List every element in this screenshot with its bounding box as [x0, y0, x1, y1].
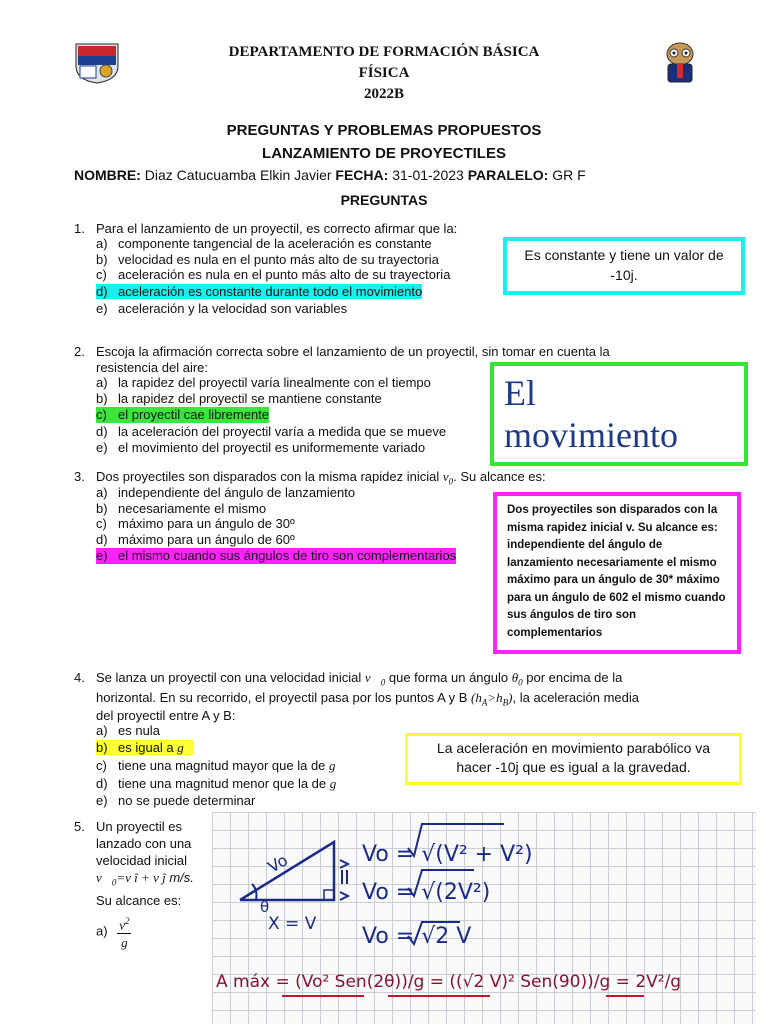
hw-x-equals-v: X = V [268, 914, 317, 934]
question-text-line1: Escoja la afirmación correcta sobre el lanzamiento de un proyectil, sin tomar en cuenta la [96, 344, 610, 359]
subject-title: FÍSICA [358, 65, 410, 81]
option-b: b) velocidad es nula en el punto más alto de su trayectoria [96, 251, 439, 267]
question-2 [74, 344, 694, 360]
question-number: 2. [74, 344, 85, 359]
name-value: Diaz Catucuamba Elkin Javier [144, 167, 332, 183]
answer-box-2 [490, 362, 748, 466]
question-1-options [96, 236, 450, 316]
option-a: a) componente tangencial de la aceleración es constante [96, 236, 432, 251]
document-subtitle: LANZAMIENTO DE PROYECTILES [262, 145, 506, 162]
answer-line-1: El [504, 373, 536, 413]
v0-symbol: $v_0$ [442, 469, 454, 487]
question-text: Dos proyectiles son disparados con la misma rapidez inicial [96, 469, 440, 484]
option-e: e) el movimiento del proyectil es uniformemente variado [96, 439, 426, 455]
velocity-expression: $v⃗_0=v$ î + v ĵ m/s. [96, 870, 194, 888]
date-label: FECHA: [335, 167, 389, 183]
option-a: a) independiente del ángulo de lanzamiento [96, 485, 356, 500]
answer-text: Es constante y tiene un valor de -10j. [524, 247, 724, 283]
question-4: 4. Se lanza un proyectil con una velocidad inicial $v⃗_0$ que forma un ángulo $\theta_0$ por encima de la [74, 670, 623, 688]
hw-vo-label: Vo [264, 850, 291, 877]
option-a: a) la rapidez del proyectil varía linealmente con el tiempo [96, 375, 431, 390]
handwritten-solution-image [212, 812, 756, 1024]
option-d: d) tiene una magnitud menor que la de g⃗ [96, 775, 347, 791]
option-b: b) la rapidez del proyectil se mantiene constante [96, 390, 382, 406]
hw-equation-1: Vo = √(V² + V²) [362, 842, 533, 867]
theta0-symbol: $\theta_0$ [511, 670, 523, 688]
question-1 [74, 221, 457, 237]
question-2-line2: resistencia del aire: [96, 360, 208, 375]
option-c: c) aceleración es nula en el punto más alto de su trayectoria [96, 267, 451, 282]
group-value: GR F [552, 167, 586, 183]
option-a-label: a) [96, 923, 108, 939]
option-d: d) máximo para un ángulo de 60º [96, 531, 295, 547]
option-e: e) no se puede determinar [96, 792, 256, 808]
question-4-line2: horizontal. En su recorrido, el proyectil pasa por los puntos A y B $(h_A>h_B)$, la aceleración media [96, 690, 639, 708]
option-c: c) máximo para un ángulo de 30º [96, 516, 295, 531]
option-c-selected: c) el proyectil cae libremente [96, 407, 270, 422]
option-b: b) necesariamente el mismo [96, 500, 267, 516]
department-title: DEPARTAMENTO DE FORMACIÓN BÁSICA [228, 44, 540, 60]
document-title: PREGUNTAS Y PROBLEMAS PROPUESTOS [226, 122, 542, 139]
hw-max-range: A máx = (Vo² Sen(2θ))/g = ((√2 V)² Sen(90))/g = 2V²/g [216, 972, 682, 992]
option-d-selected: d) aceleración es constante durante todo el movimiento [96, 283, 423, 299]
date-value: 31-01-2023 [392, 167, 464, 183]
question-4-line3: del proyectil entre A y B: [96, 708, 236, 723]
v0-vector-symbol: $v⃗_0$ [364, 670, 386, 688]
hw-equation-3: Vo = √2 V [362, 924, 472, 949]
answer-text: Dos proyectiles son disparados con la misma rapidez inicial v. Su alcance es: independiente del ángulo de lanzamiento necesariamente el mismo máximo para un ángulo de 30* máximo para un ángulo de 602 el mismo cuando sus ángulos de tiro son complementarios [507, 504, 726, 639]
option-b-selected: b) es igual a g⃗ [96, 739, 194, 755]
question-number: 4. [74, 670, 85, 685]
option-c: c) tiene una magnitud mayor que la de g⃗ [96, 757, 346, 773]
question-text-end: . Su alcance es: [453, 469, 546, 484]
hw-theta: θ [260, 898, 270, 916]
question-number: 5. [74, 819, 85, 834]
name-label: NOMBRE: [74, 167, 141, 183]
question-2-options [96, 375, 446, 455]
option-d: d) la aceleración del proyectil varía a medida que se mueve [96, 424, 447, 439]
question-text: Para el lanzamiento de un proyectil, es correcto afirmar que la: [96, 221, 458, 236]
fraction-v2-over-g: $\frac{v^2}{g}$ [117, 913, 131, 951]
semester-title: 2022B [363, 86, 404, 102]
option-e-selected: e) el mismo cuando sus ángulos de tiro son complementarios [96, 548, 457, 563]
option-a: a) es nula [96, 723, 160, 738]
height-condition: $(h_A>h_B)$ [471, 690, 513, 708]
question-3-options [96, 485, 456, 565]
answer-box-4 [405, 733, 742, 785]
group-label: PARALELO: [467, 167, 549, 183]
student-info [74, 167, 586, 183]
answer-line-2: movimiento [504, 415, 678, 455]
hw-equation-2: Vo = √(2V²) [362, 880, 491, 905]
section-title: PREGUNTAS [340, 192, 428, 208]
option-e: e) aceleración y la velocidad son variables [96, 300, 348, 316]
question-4-options [96, 723, 346, 808]
question-5: 5. Un proyectil es lanzado con una velocidad inicial $v⃗_0=v$ î + v ĵ m/s. Su alcance es: a) $\frac{v^2}{g}$ [74, 819, 194, 950]
answer-box-3 [493, 492, 741, 654]
answer-text: La aceleración en movimiento parabólico va hacer -10j que es igual a la gravedad. [436, 740, 711, 775]
question-number: 3. [74, 469, 85, 484]
question-number: 1. [74, 221, 85, 236]
answer-box-1 [503, 237, 745, 295]
